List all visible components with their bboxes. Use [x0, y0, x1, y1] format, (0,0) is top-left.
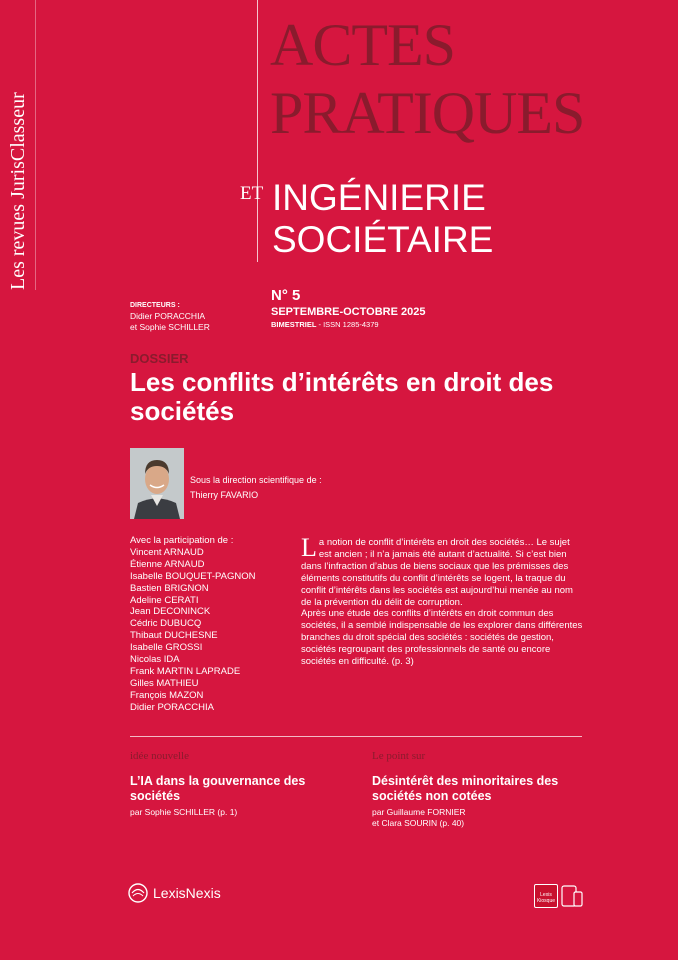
- participant-name: Adeline CERATI: [130, 594, 199, 606]
- author-prefix: par: [372, 807, 387, 817]
- kiosque-sublabel: Kiosque: [536, 898, 556, 904]
- participant-name: Cédric DUBUCQ: [130, 618, 202, 630]
- masthead-line-societaire: SOCIÉTAIRE: [272, 219, 494, 260]
- publisher-name: LexisNexis: [153, 885, 221, 901]
- issue-date: SEPTEMBRE-OCTOBRE 2025: [271, 306, 426, 318]
- participant-name: François MAZON: [130, 689, 204, 701]
- participants-list: [130, 535, 255, 714]
- intro-paragraph: [301, 533, 583, 608]
- issue-info: [271, 287, 425, 330]
- author-photo: [130, 448, 184, 519]
- portrait-image: [130, 448, 184, 519]
- author-name: Sophie SCHILLER: [144, 807, 216, 817]
- dossier-title: Les conflits d’intérêts en droit des sociétés: [130, 367, 554, 426]
- feature-title: L’IA dans la gouvernance des sociétés: [130, 774, 306, 803]
- masthead-line-actes: ACTES: [270, 12, 456, 78]
- kiosque-badge: [534, 884, 583, 908]
- participant-name: Thibaut DUCHESNE: [130, 630, 218, 642]
- directors-label: DIRECTEURS :: [130, 302, 180, 309]
- participant-name: Gilles MATHIEU: [130, 677, 199, 689]
- direction-label: Sous la direction scientifique de :: [190, 475, 322, 485]
- feature-article[interactable]: [130, 749, 340, 818]
- author-name: Clara SOURIN: [381, 818, 438, 828]
- participant-name: Frank MARTIN LAPRADE: [130, 665, 241, 677]
- feature-kicker: Le point sur: [372, 750, 426, 762]
- author-prefix: et: [372, 818, 382, 828]
- masthead-line-ingenierie: INGÉNIERIE: [272, 177, 486, 218]
- issue-number: N° 5: [271, 287, 301, 304]
- author-name: Guillaume FORNIER: [386, 807, 466, 817]
- participant-name: Nicolas IDA: [130, 654, 180, 666]
- issn: - ISSN 1285-4379: [316, 320, 379, 329]
- participant-name: Isabelle BOUQUET-PAGNON: [130, 570, 256, 582]
- section-divider: [130, 736, 582, 737]
- feature-kicker: idée nouvelle: [130, 750, 189, 762]
- page-ref: (p. 1): [215, 807, 238, 817]
- feature-author: [372, 807, 582, 829]
- director-name: Didier PORACCHIA: [130, 311, 206, 321]
- devices-icon: [561, 884, 583, 908]
- feature-author: [130, 807, 340, 818]
- feature-title: Désintérêt des minoritaires des sociétés non cotées: [372, 774, 559, 803]
- feature-article[interactable]: [372, 749, 582, 829]
- publisher-logo: [128, 883, 221, 903]
- participant-name: Didier PORACCHIA: [130, 701, 214, 713]
- side-divider: [35, 0, 36, 290]
- frequency-label: BIMESTRIEL: [271, 320, 317, 329]
- masthead-line-pratiques: PRATIQUES: [270, 80, 585, 146]
- directors-block: [130, 300, 210, 333]
- masthead-connector: ET: [240, 183, 264, 204]
- series-title: Les revues JurisClasseur: [7, 92, 29, 290]
- direction-name: Thierry FAVARIO: [190, 490, 259, 500]
- kiosque-icon: [534, 884, 558, 908]
- lexisnexis-logo-icon: [128, 883, 148, 903]
- intro-text: [301, 533, 583, 668]
- intro-paragraph-1: a notion de conflit d’intérêts en droit des sociétés… Le sujet est ancien ; il n’a jamais été autant d’actualité. Si c’est bien dans l’infraction d’abus de biens sociaux que les prémisses des éléments constitutifs du conflit d’intérêts se logent, la traque du conflit d’intérêts dans les sociétés est aujourd’hui menée au nom de la prévention du délit de corruption.: [301, 537, 573, 608]
- page-ref: (p. 40): [437, 818, 465, 828]
- participant-name: Vincent ARNAUD: [130, 546, 204, 558]
- participant-name: Jean DECONINCK: [130, 606, 211, 618]
- director-name: et Sophie SCHILLER: [130, 322, 210, 332]
- participant-name: Étienne ARNAUD: [130, 558, 205, 570]
- issue-frequency: [271, 319, 425, 330]
- drop-cap: L: [301, 533, 317, 562]
- masthead-divider: [257, 0, 258, 262]
- kiosque-label: Lexis: [540, 892, 552, 898]
- participant-name: Isabelle GROSSI: [130, 642, 203, 654]
- author-prefix: par: [130, 807, 145, 817]
- participant-name: Bastien BRIGNON: [130, 582, 209, 594]
- intro-paragraph-2: Après une étude des conflits d’intérêts en droit commun des sociétés, il a semblé indispensable de les explorer dans différentes branches du droit spécial des sociétés : sociétés de gestion, sociétés regroupant des professionnels de santé ou encore sociétés en difficulté. (p. 3): [301, 608, 583, 668]
- dossier-kicker: DOSSIER: [130, 351, 189, 366]
- participants-label: Avec la participation de :: [130, 535, 234, 546]
- direction-block: [190, 473, 322, 503]
